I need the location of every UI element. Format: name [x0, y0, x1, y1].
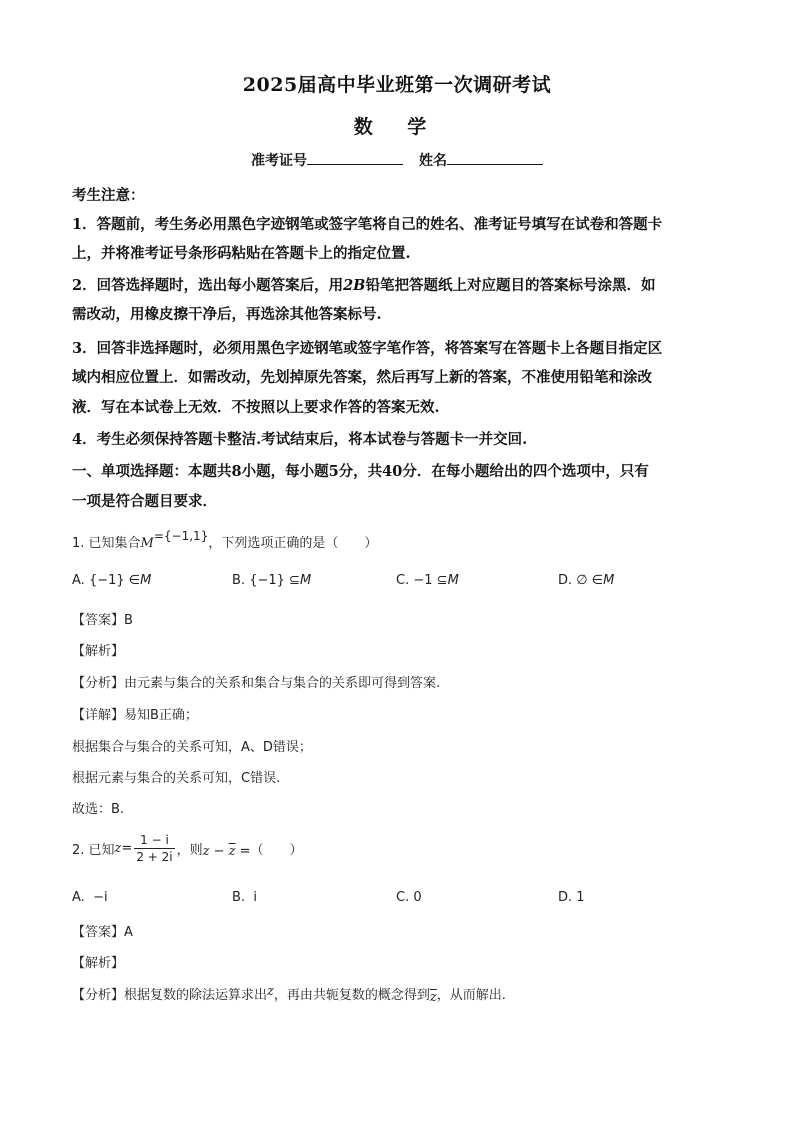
section-heading-line-1: 一、单项选择题：本题共8小题，每小题5分，共40分．在每小题给出的四个选项中，只有 — [72, 463, 649, 480]
option-var: M — [447, 573, 459, 588]
q1-option-d[interactable] — [558, 573, 614, 588]
option-letter: B. — [232, 573, 246, 588]
option-var: M — [603, 573, 615, 588]
q1-set-var: M — [140, 536, 154, 551]
q2-option-a[interactable] — [72, 890, 108, 905]
exam-id-blank — [307, 150, 403, 165]
fenxi-tag: 【分析】 — [72, 988, 125, 1003]
option-expr: i — [253, 890, 257, 905]
section-heading-line-2: 一项是符合题目要求． — [72, 493, 217, 510]
option-letter: D. — [558, 890, 573, 905]
notice-item-2-line-2: 需改动，用橡皮擦干净后，再选涂其他答案标号. — [72, 306, 382, 323]
subject-title: 数 学 — [353, 116, 441, 138]
answer-tag: 【答案】 — [72, 613, 125, 628]
pencil-grade: 2B — [343, 277, 366, 294]
q1-option-a[interactable] — [72, 573, 151, 588]
exam-id-label: 准考证号 — [251, 153, 307, 169]
name-label: 姓名 — [419, 153, 447, 169]
q2-option-c[interactable] — [396, 890, 422, 905]
notice-item-2-line-1 — [72, 274, 655, 295]
q1-conclusion: 故选：B. — [72, 802, 125, 817]
q1-option-b[interactable] — [232, 573, 311, 588]
fenxi-text: 由元素与集合的关系和集合与集合的关系即可得到答案. — [124, 676, 441, 691]
notice-item-1-line-2: 上，并将准考证号条形码粘贴在答题卡上的指定位置. — [72, 245, 411, 262]
option-expr: {−1} ∈ — [88, 573, 141, 588]
option-letter: C. — [396, 890, 410, 905]
fenxi-text-a: 根据复数的除法运算求出 — [124, 988, 268, 1003]
q1-stem-text-a: 1. 已知集合 — [72, 536, 141, 551]
q2-stem — [72, 832, 303, 865]
q2-stem-text-c: （ ） — [250, 843, 303, 858]
answer-value: A — [124, 925, 133, 940]
q1-stem — [72, 529, 378, 551]
q2-minus: − — [209, 844, 229, 859]
option-expr: 1 — [576, 890, 585, 905]
option-letter: C. — [396, 573, 410, 588]
option-letter: A. — [72, 573, 85, 588]
option-letter: A. — [72, 890, 85, 905]
q2-stem-text-a: 2. 已知 — [72, 843, 115, 858]
q2-analysis-tag: 【解析】 — [72, 956, 125, 971]
fenxi-text-b: ，再由共轭复数的概念得到 — [273, 988, 430, 1003]
option-expr: 0 — [413, 890, 422, 905]
q2-expr-z: z — [202, 844, 210, 859]
q1-set-value: {−1,1} — [163, 529, 209, 543]
notice-item-2-text-a: 2．回答选择题时，选出每小题答案后，用 — [72, 277, 344, 294]
detail-text: 易知B正确； — [124, 708, 198, 723]
option-letter: B. — [232, 890, 246, 905]
notice-item-2-text-b: 铅笔把答题纸上对应题目的答案标号涂黑．如 — [365, 277, 656, 294]
fenxi-text-c: ，从而解出. — [436, 988, 506, 1003]
q2-var-z: z — [114, 841, 122, 856]
q1-reason-b: 根据元素与集合的关系可知，C错误. — [72, 771, 281, 786]
q2-expr-zbar: $\overline{z}$ — [228, 844, 236, 859]
option-var: M — [299, 573, 312, 588]
q2-option-d[interactable] — [558, 890, 585, 905]
option-expr: {−1} ⊆ — [249, 573, 300, 588]
candidate-info-line — [0, 150, 794, 170]
option-letter: D. — [558, 573, 573, 588]
notice-heading: 考生注意： — [72, 187, 145, 204]
fenxi-var-z: z — [267, 984, 274, 999]
notice-item-4-line-1: 4．考生必须保持答题卡整洁.考试结束后，将本试卷与答题卡一并交回. — [72, 431, 528, 448]
fraction-numerator: 1 − i — [134, 832, 174, 849]
q2-option-b[interactable] — [232, 890, 257, 905]
answer-tag: 【答案】 — [72, 925, 125, 940]
q2-answer — [72, 921, 133, 940]
q2-fenxi — [72, 984, 506, 1003]
q1-reason-a: 根据集合与集合的关系可知，A、D错误； — [72, 740, 312, 755]
q2-fraction — [134, 832, 174, 865]
notice-item-1-line-1: 1．答题前，考生务必用黑色字迹钢笔或签字笔将自己的姓名、准考证号填写在试卷和答题卡 — [72, 216, 663, 233]
notice-item-3-line-1: 3．回答非选择题时，必须用黑色字迹钢笔或签字笔作答，将答案写在答题卡上各题目指定区 — [72, 340, 663, 357]
q1-answer — [72, 609, 133, 628]
notice-item-3-line-3: 液．写在本试卷上无效．不按照以上要求作答的答案无效. — [72, 399, 440, 416]
notice-item-3-line-2: 域内相应位置上．如需改动，先划掉原先答案，然后再写上新的答案，不准使用铅笔和涂改 — [72, 369, 652, 386]
q1-equals: = — [153, 529, 164, 543]
q2-stem-text-b: ，则 — [176, 843, 203, 858]
q1-option-c[interactable] — [396, 573, 459, 588]
fraction-denominator: 2 + 2i — [136, 850, 173, 864]
q1-detail — [72, 704, 198, 723]
option-var: M — [140, 573, 152, 588]
fenxi-var-zbar: $\overline{z}$ — [429, 990, 437, 1005]
detail-tag: 【详解】 — [72, 708, 125, 723]
option-expr: −i — [93, 890, 108, 905]
q1-analysis-tag: 【解析】 — [72, 644, 125, 659]
q2-equals-2: = — [235, 844, 251, 859]
q1-stem-text-b: ，下列选项正确的是（ ） — [208, 536, 378, 551]
exam-title: 2025届高中毕业班第一次调研考试 — [242, 74, 552, 96]
option-expr: −1 ⊆ — [413, 573, 448, 588]
answer-value: B — [124, 613, 133, 628]
option-expr: ∅ ∈ — [576, 573, 604, 588]
fenxi-tag: 【分析】 — [72, 676, 125, 691]
q2-equals: = — [121, 841, 133, 856]
q1-fenxi — [72, 672, 440, 691]
name-blank — [447, 150, 543, 165]
